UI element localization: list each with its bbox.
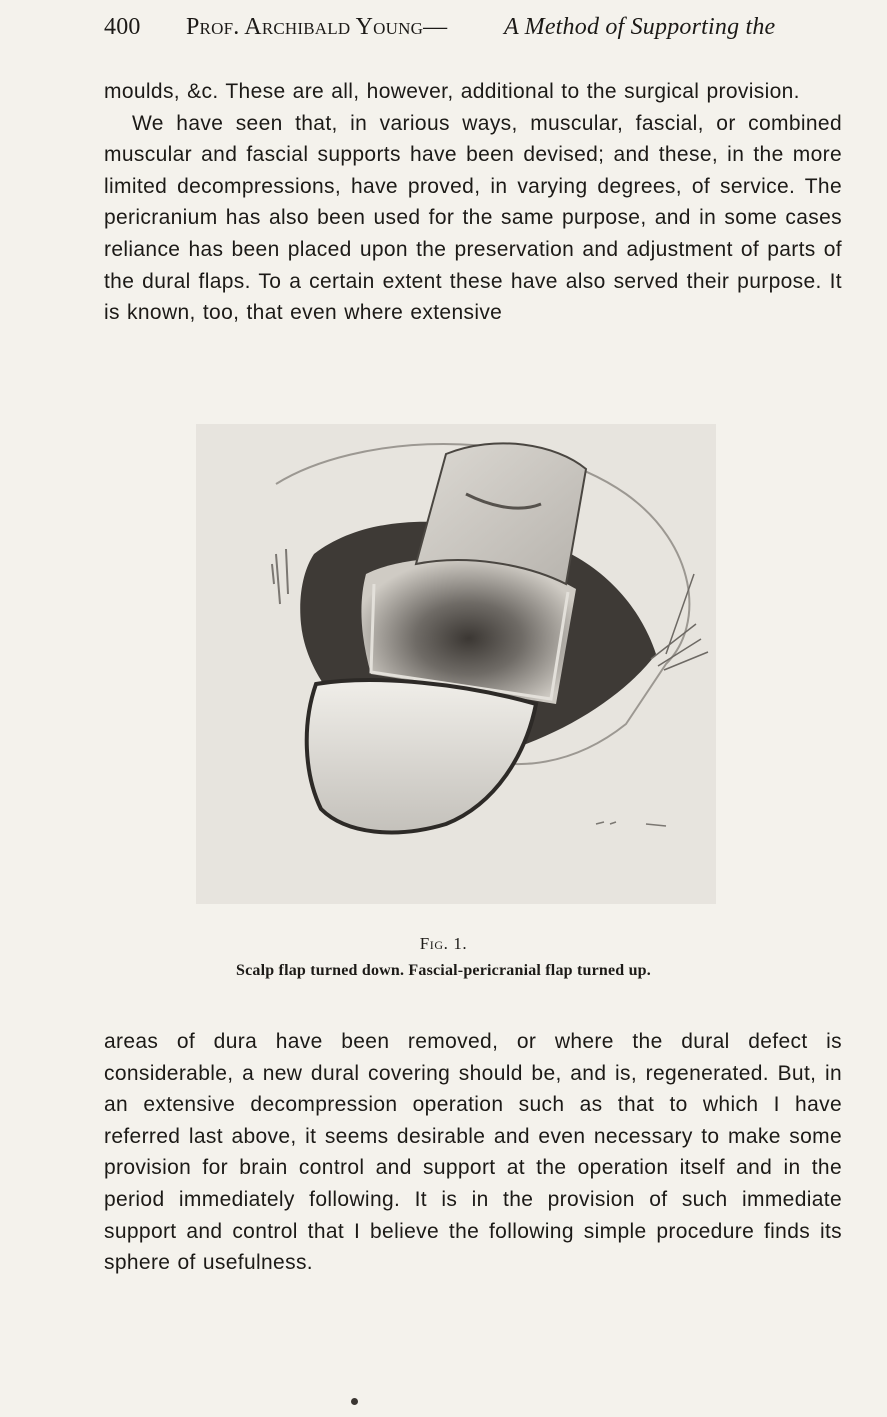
- head-separator: —: [423, 14, 448, 40]
- page-dot-mark: [351, 1398, 358, 1405]
- paragraph: We have seen that, in various ways, muscular, fascial, or combined muscular and fascial supports have been devised; and these, in the more limited decompressions, have proved, in varying degrees, of service. The pericranium has also been used for the same purpose, and in some cases reliance has been placed upon the preservation and adjustment of parts of the dural flaps. To a certain extent these have also served their purpose. It is known, too, that even where extensive: [104, 111, 842, 325]
- text-block-bottom: [104, 1026, 842, 1279]
- paragraph: areas of dura have been removed, or where the dural defect is considerable, a new dural covering should be, and is, regenerated. But, in an extensive decompression operation such as that to which I have referred last above, it seems desirable and even necessary to make some provision for brain control and support at the operation itself and in the period immediately following. It is in the provision of such immediate support and control that I believe the following simple procedure finds its sphere of usefulness.: [104, 1030, 842, 1275]
- surgical-illustration: [196, 424, 716, 904]
- page-number: 400: [104, 14, 141, 40]
- running-head-title: A Method of Supporting the: [504, 14, 776, 40]
- author-name: Prof. Archibald Young: [186, 14, 424, 40]
- paragraph: moulds, &c. These are all, however, additional to the surgical provision.: [104, 80, 800, 103]
- running-head-author: [186, 14, 447, 41]
- figure-illustration: [196, 424, 716, 904]
- figure-caption: Scalp flap turned down. Fascial-pericranial flap turned up.: [236, 962, 651, 979]
- text-block-top: [104, 76, 842, 329]
- running-head: [104, 14, 844, 46]
- figure-label: Fig. 1.: [419, 934, 468, 953]
